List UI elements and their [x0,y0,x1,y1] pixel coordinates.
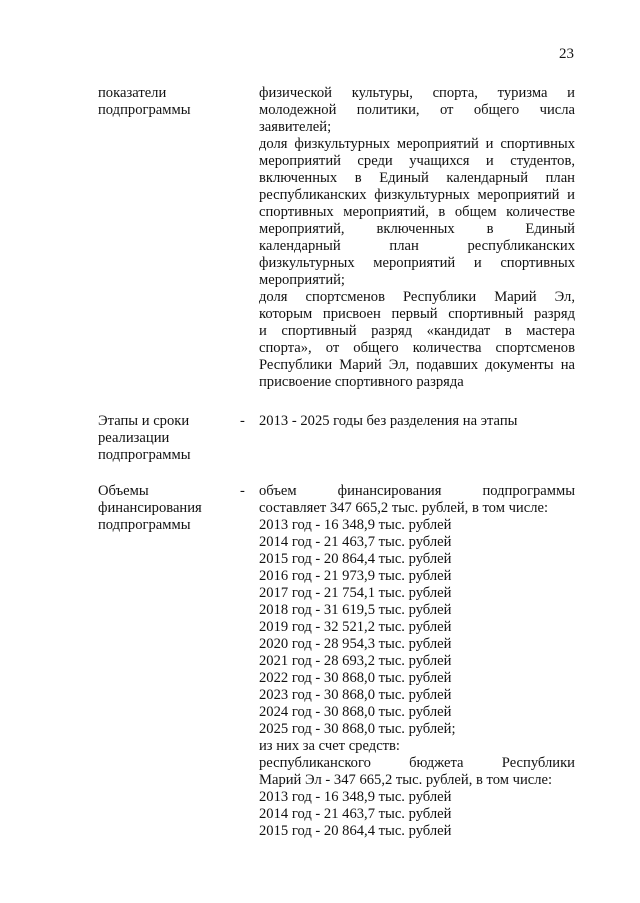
value-line: заявителей; [259,119,332,135]
page-number: 23 [559,46,574,62]
value-line: 2015 год - 20 864,4 тыс. рублей [259,551,452,567]
value-line: республиканских физкультурных мероприятий и [259,187,575,203]
value-line: мероприятий среди учащихся и студентов, [259,153,575,169]
row-label-line: показатели [98,85,167,101]
value-line: 2016 год - 21 973,9 тыс. рублей [259,568,452,584]
value-line: которым присвоен первый спортивный разряд [259,306,575,322]
row-dash: - [240,483,245,499]
row-value [259,413,575,430]
value-line: 2022 год - 30 868,0 тыс. рублей [259,670,452,686]
value-line: объем финансирования подпрограммы [259,483,575,499]
row-label-line: подпрограммы [98,102,191,118]
value-line: составляет 347 665,2 тыс. рублей, в том числе: [259,500,549,516]
value-line: 2013 год - 16 348,9 тыс. рублей [259,517,452,533]
row-label-line: реализации [98,430,170,446]
value-line: 2023 год - 30 868,0 тыс. рублей [259,687,452,703]
value-line: мероприятий, включенных в Единый [259,221,575,237]
value-line: Марий Эл - 347 665,2 тыс. рублей, в том числе: [259,772,553,788]
value-line: физкультурных мероприятий и спортивных [259,255,575,271]
value-line: 2021 год - 28 693,2 тыс. рублей [259,653,452,669]
value-line: спортивных мероприятий, в общем количестве [259,204,575,220]
value-line: 2014 год - 21 463,7 тыс. рублей [259,534,452,550]
value-line: присвоение спортивного разряда [259,374,464,390]
row-label-line: финансирования [98,500,202,516]
value-line: спорта», от общего количества спортсменов [259,340,575,356]
value-line: 2013 - 2025 годы без разделения на этапы [259,413,518,429]
row-value [259,483,575,840]
value-line: 2018 год - 31 619,5 тыс. рублей [259,602,452,618]
value-line: 2015 год - 20 864,4 тыс. рублей [259,823,452,839]
row-dash: - [240,413,245,429]
value-line: 2024 год - 30 868,0 тыс. рублей [259,704,452,720]
value-line: 2013 год - 16 348,9 тыс. рублей [259,789,452,805]
row-label [98,483,223,534]
value-line: молодежной политики, от общего числа [259,102,575,118]
row-label [98,85,223,119]
value-line: мероприятий; [259,272,345,288]
value-line: 2017 год - 21 754,1 тыс. рублей [259,585,452,601]
row-label-line: Этапы и сроки [98,413,190,429]
value-line: доля спортсменов Республики Марий Эл, [259,289,575,305]
row-label-line: Объемы [98,483,149,499]
value-line: доля физкультурных мероприятий и спортивных [259,136,575,152]
row-value [259,85,575,391]
value-line: физической культуры, спорта, туризма и [259,85,575,101]
value-line: календарный план республиканских [259,238,575,254]
value-line: 2019 год - 32 521,2 тыс. рублей [259,619,452,635]
row-label-line: подпрограммы [98,517,191,533]
value-line: 2025 год - 30 868,0 тыс. рублей; [259,721,456,737]
value-line: из них за счет средств: [259,738,400,754]
value-line: 2020 год - 28 954,3 тыс. рублей [259,636,452,652]
row-label [98,413,223,464]
row-label-line: подпрограммы [98,447,191,463]
value-line: Республики Марий Эл, подавших документы на [259,357,575,373]
value-line: 2014 год - 21 463,7 тыс. рублей [259,806,452,822]
value-line: республиканского бюджета Республики [259,755,575,771]
value-line: включенных в Единый календарный план [259,170,575,186]
value-line: и спортивный разряд «кандидат в мастера [259,323,575,339]
